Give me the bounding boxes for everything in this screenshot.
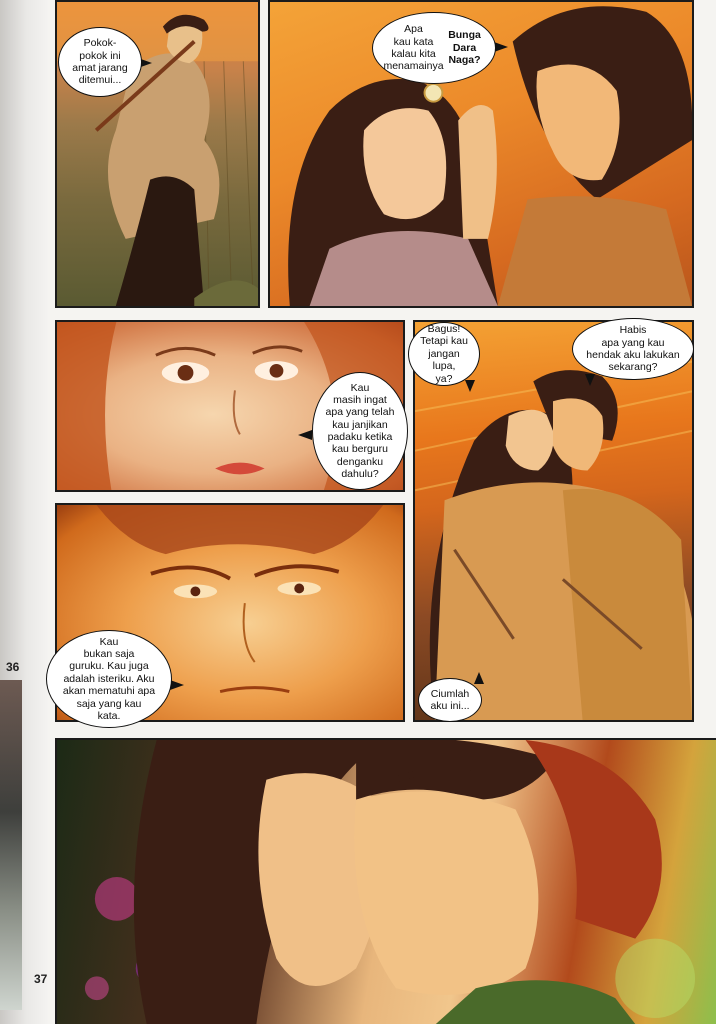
speech-bubble-promise: Kau masih ingat apa yang telah kau janjikan padaku ketika kau berguru denganku dahulu? (312, 372, 408, 490)
speech-bubble-tail (585, 374, 595, 386)
speech-bubble-habis: Habis apa yang kau hendak aku lakukan sekarang? (572, 318, 694, 380)
speech-bubble-plants: Pokok- pokok ini amat jarang ditemui... (58, 27, 142, 97)
speech-bubble-bagus: Bagus! Tetapi kau jangan lupa, ya? (408, 322, 480, 386)
speech-bubble-flower-name (372, 12, 496, 84)
page-edge (0, 0, 48, 1024)
speech-bubble-wife: Kau bukan saja guruku. Kau juga adalah isteriku. Aku akan mematuhi apa saja yang kau kata. (46, 630, 172, 728)
speech-bubble-tail (474, 672, 484, 684)
bubble-text-lead: Apa kau kata kalau kita menamainya (383, 23, 444, 73)
speech-bubble-tail (494, 42, 508, 52)
speech-bubble-tail (298, 430, 312, 440)
page-number-right: 37 (34, 972, 48, 986)
adjacent-page-strip (0, 680, 22, 1010)
speech-bubble-kiss: Ciumlah aku ini... (418, 678, 482, 722)
bubble-text-flower-name: Bunga Dara Naga? (448, 29, 481, 67)
speech-bubble-tail (170, 680, 184, 690)
panel-kiss (55, 738, 716, 1024)
panel-art-kiss (57, 740, 716, 1024)
page-number-left: 36 (6, 660, 20, 674)
